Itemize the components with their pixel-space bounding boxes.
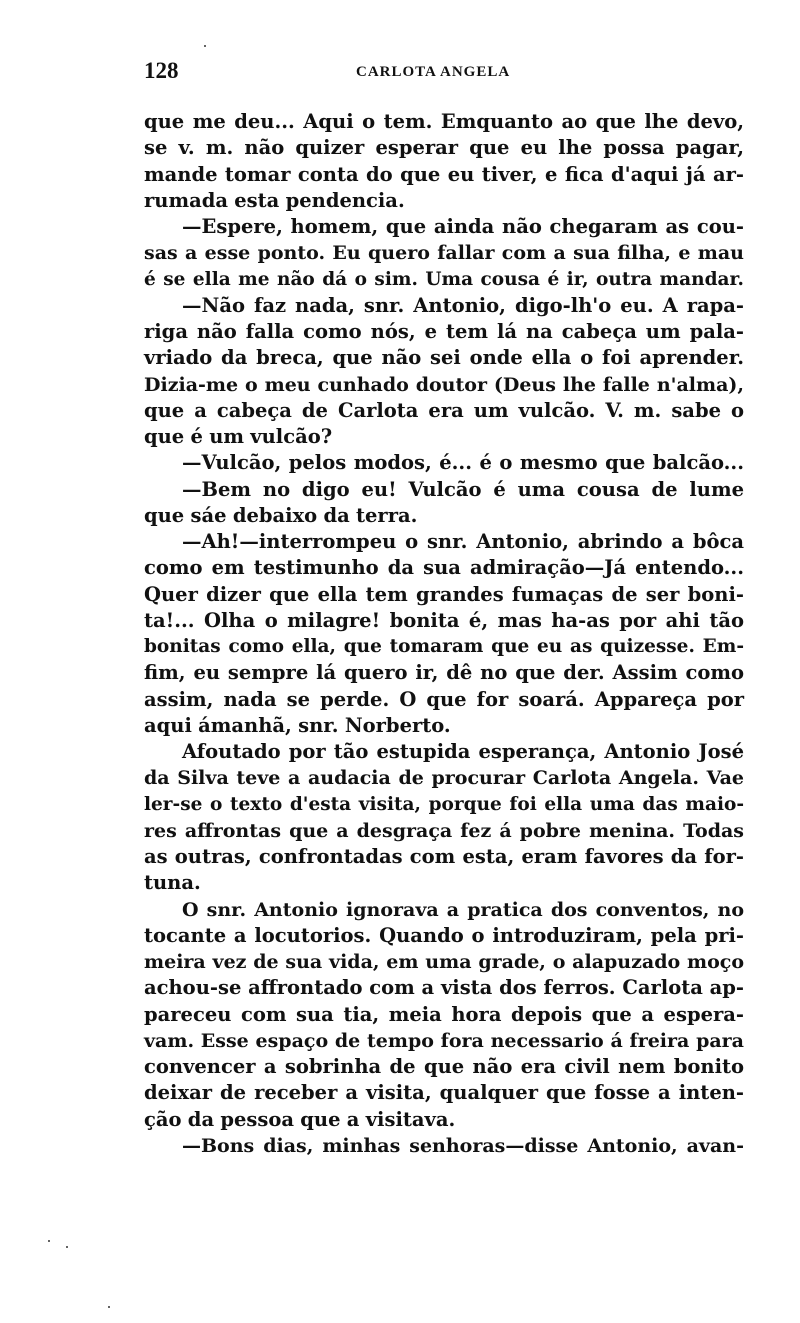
text-line: tuna. — [144, 871, 201, 895]
text-line: tocante a locutorios. Quando o introduziram, pela pri- — [144, 923, 744, 947]
text-line: que sáe debaixo da terra. — [144, 503, 418, 527]
text-line: —Espere, homem, que ainda não chegaram as cou- — [182, 215, 744, 238]
text-line: pareceu com sua tia, meia hora depois que a espera- — [144, 1002, 744, 1026]
print-speck — [48, 1240, 50, 1242]
text-line: vriado da breca, que não sei onde ella o foi aprender. — [144, 346, 744, 370]
print-speck — [66, 1246, 68, 1248]
text-line: Afoutado por tão estupida esperança, Antonio José — [182, 740, 744, 763]
text-line: Quer dizer que ella tem grandes fumaças de ser boni- — [144, 582, 744, 606]
page-number: 128 — [144, 58, 179, 83]
text-line: que a cabeça de Carlota era um vulcão. V. m. sabe o — [144, 398, 744, 422]
text-line: —Bem no digo eu! Vulcão é uma cousa de lume — [182, 477, 744, 501]
text-line: as outras, confrontadas com esta, eram favores da for- — [144, 845, 744, 868]
text-line: que é um vulcão? — [144, 425, 333, 448]
text-line: bonitas como ella, que tomaram que eu as quizesse. Em- — [144, 636, 744, 657]
text-line: assim, nada se perde. O que for soará. Appareça por — [144, 687, 744, 711]
text-line: é se ella me não dá o sim. Uma cousa é ir, outra mandar. — [144, 268, 744, 290]
text-line: ler-se o texto d'esta visita, porque foi ella uma das maio- — [144, 793, 744, 815]
text-line: —Vulcão, pelos modos, é... é o mesmo que balcão... — [182, 451, 744, 475]
text-line: rumada esta pendencia. — [144, 188, 405, 212]
text-line: sas a esse ponto. Eu quero fallar com a sua filha, e mau — [144, 242, 744, 265]
text-line: res affrontas que a desgraça fez á pobre menina. Todas — [144, 819, 744, 842]
print-speck — [204, 45, 206, 47]
text-line: convencer a sobrinha de que não era civil nem bonito — [144, 1055, 744, 1078]
text-line: —Não faz nada, snr. Antonio, digo-lh'o eu. A rapa- — [182, 293, 744, 317]
running-title: CARLOTA ANGELA — [356, 64, 511, 80]
text-line: ção da pessoa que a visitava. — [144, 1107, 456, 1131]
text-line: da Silva teve a audacia de procurar Carlota Angela. Vae — [144, 767, 744, 790]
text-line: vam. Esse espaço de tempo fora necessario á freira para — [144, 1029, 744, 1052]
print-speck — [108, 1306, 110, 1308]
body-text — [144, 109, 744, 1159]
text-line: se v. m. não quizer esperar que eu lhe possa pagar, — [144, 136, 744, 160]
text-line: que me deu... Aqui o tem. Emquanto ao que lhe devo, — [144, 110, 744, 133]
text-line: meira vez de sua vida, em uma grade, o alapuzado moço — [144, 951, 744, 973]
text-line: achou-se affrontado com a vista dos ferros. Carlota ap- — [144, 976, 744, 1000]
text-line: como em testimunho da sua admiração—Já entendo... — [144, 556, 744, 580]
text-line: fim, eu sempre lá quero ir, dê no que der. Assim como — [144, 661, 744, 685]
text-line: deixar de receber a visita, qualquer que fosse a inten- — [144, 1081, 744, 1105]
text-line: mande tomar conta do que eu tiver, e fica d'aqui já ar- — [144, 162, 744, 186]
text-line: ta!... Olha o milagre! bonita é, mas ha-as por ahi tão — [144, 608, 744, 632]
running-head — [144, 58, 744, 88]
text-line: O snr. Antonio ignorava a pratica dos conventos, no — [182, 898, 744, 921]
text-line: Dizia-me o meu cunhado doutor (Deus lhe falle n'alma), — [144, 373, 744, 396]
text-line: —Bons dias, minhas senhoras—disse Antonio, avan- — [182, 1134, 744, 1157]
text-line: —Ah!—interrompeu o snr. Antonio, abrindo a bôca — [182, 530, 744, 553]
text-line: riga não falla como nós, e tem lá na cabeça um pala- — [144, 320, 744, 343]
text-line: aqui ámanhã, snr. Norberto. — [144, 713, 451, 737]
